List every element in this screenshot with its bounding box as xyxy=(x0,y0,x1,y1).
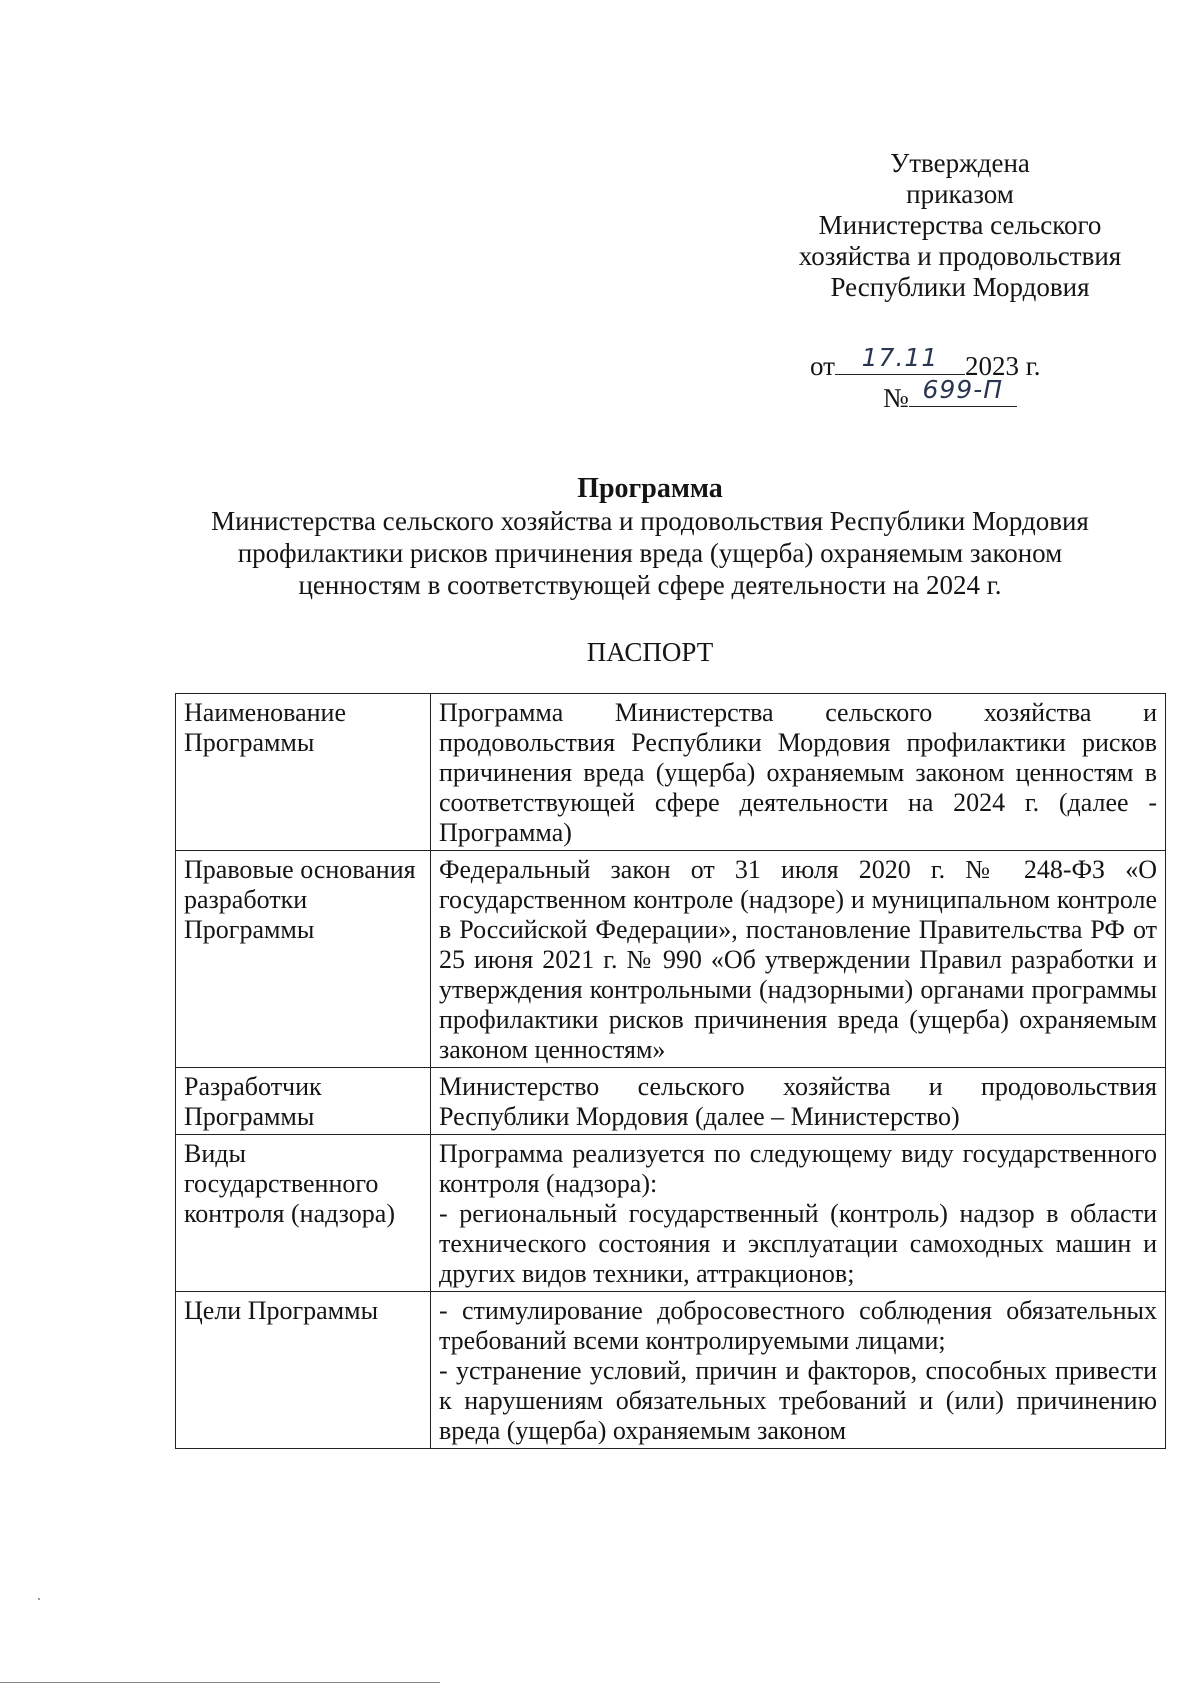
handwritten-number: 699-П xyxy=(922,375,1004,404)
row-label: Правовые основания разработки Программы xyxy=(176,851,431,1068)
program-title xyxy=(150,473,1150,601)
scan-speck xyxy=(38,1598,40,1600)
row-label: Цели Программы xyxy=(176,1292,431,1449)
program-heading: Программа xyxy=(577,473,723,504)
table-row xyxy=(176,694,1166,851)
approval-line: приказом xyxy=(906,179,1014,209)
table-row xyxy=(176,1135,1166,1292)
content-paragraph: Федеральный закон от 31 июля 2020 г. № 248-ФЗ «О государственном контроле (надзоре) и муниципальном контроле в Российской Федерации», постановление Правительства РФ от 25 июня 2021 г. № 990 «Об утверждении Правил разработки и утверждения контрольными (надзорными) органами программы профилактики рисков причинения вреда (ущерба) охраняемым законом ценностям» xyxy=(439,855,1157,1064)
approval-block xyxy=(780,148,1140,303)
approval-line: Министерства сельского xyxy=(818,210,1102,240)
table-row xyxy=(176,1292,1166,1449)
program-title-line: ценностям в соответствующей сфере деятельности на 2024 г. xyxy=(298,570,1002,600)
row-content xyxy=(431,1068,1166,1135)
scan-edge-line xyxy=(0,1682,440,1683)
content-paragraph: - региональный государственный (контроль) надзор в области технического состояния и эксплуатации самоходных машин и других видов техники, аттракционов; xyxy=(439,1199,1157,1288)
passport-heading: ПАСПОРТ xyxy=(586,637,714,667)
approval-line: хозяйства и продовольствия xyxy=(798,241,1122,271)
approval-line: Утверждена xyxy=(890,148,1030,178)
handwritten-date: 17.11 xyxy=(861,343,939,372)
program-title-line: профилактики рисков причинения вреда (ущерба) охраняемым законом xyxy=(237,538,1063,568)
row-label: Наименование Программы xyxy=(176,694,431,851)
row-content xyxy=(431,694,1166,851)
date-field xyxy=(835,343,965,375)
content-paragraph: - стимулирование добросовестного соблюдения обязательных требований всеми контролируемыми лицами; xyxy=(439,1296,1157,1355)
row-label: Разработчик Программы xyxy=(176,1068,431,1135)
approval-line: Республики Мордовия xyxy=(830,272,1090,302)
content-paragraph: - устранение условий, причин и факторов, способных привести к нарушениям обязательных требований и (или) причинению вреда (ущерба) охраняемым законом xyxy=(439,1356,1157,1445)
content-paragraph: Программа Министерства сельского хозяйства и продовольствия Республики Мордовия профилактики рисков причинения вреда (ущерба) охраняемым законом ценностям в соответствующей сфере деятельности на 2024 г. (далее - Программа) xyxy=(439,698,1157,847)
row-label: Виды государственного контроля (надзора) xyxy=(176,1135,431,1292)
row-content xyxy=(431,851,1166,1068)
date-prefix: от xyxy=(810,351,835,381)
number-prefix: № xyxy=(883,383,909,413)
approval-number-line xyxy=(883,375,1017,414)
program-title-line: Министерства сельского хозяйства и продовольствия Республики Мордовия xyxy=(211,506,1089,536)
table-row xyxy=(176,1068,1166,1135)
date-suffix: 2023 г. xyxy=(964,351,1041,381)
content-paragraph: Министерство сельского хозяйства и продовольствия Республики Мордовия (далее – Министерство) xyxy=(439,1072,1157,1131)
passport-table xyxy=(175,693,1166,1449)
row-content xyxy=(431,1135,1166,1292)
row-content xyxy=(431,1292,1166,1449)
number-field xyxy=(909,375,1017,407)
content-paragraph: Программа реализуется по следующему виду государственного контроля (надзора): xyxy=(439,1139,1157,1198)
table-row xyxy=(176,851,1166,1068)
